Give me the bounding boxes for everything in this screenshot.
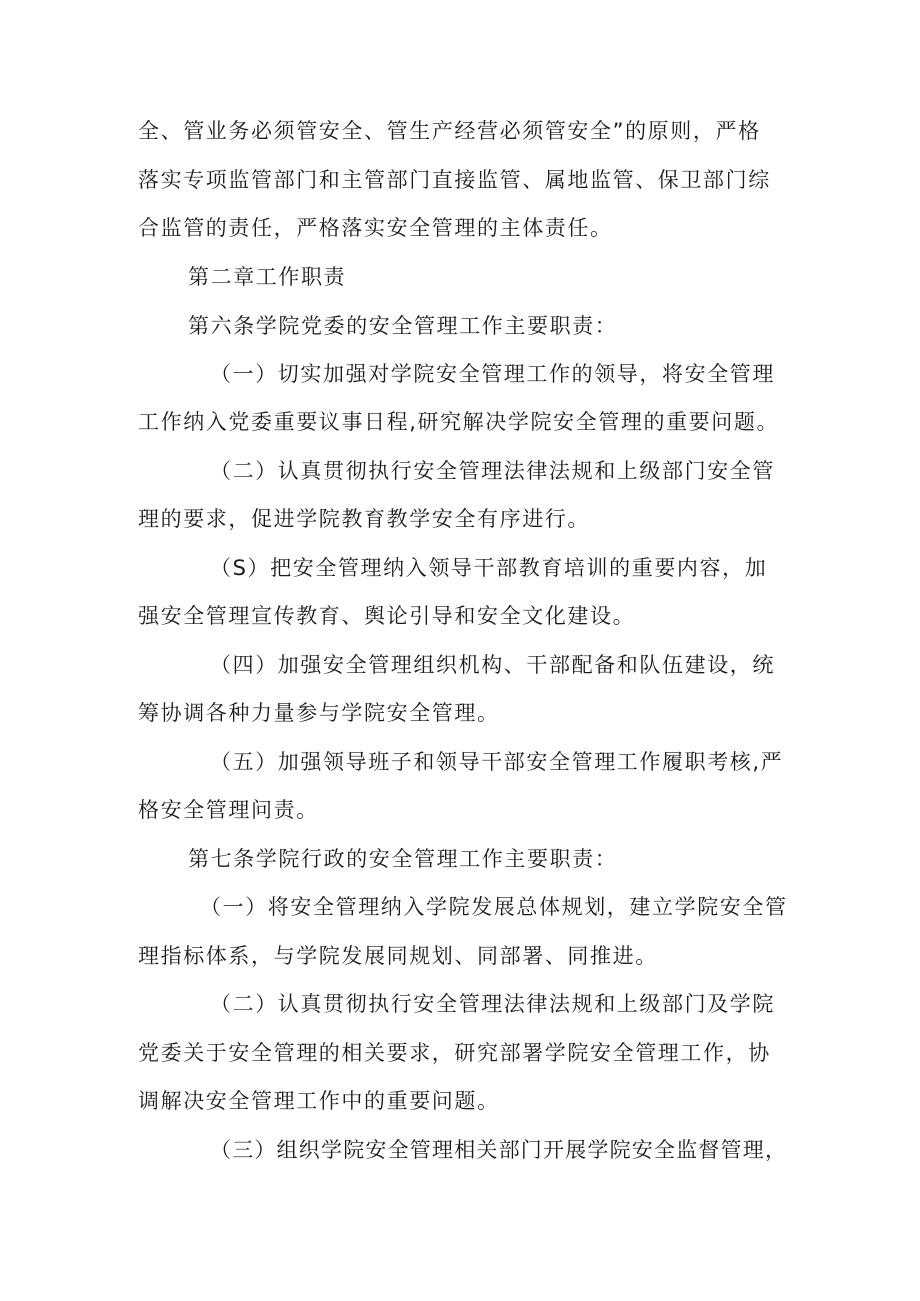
article-heading: 第六条学院党委的安全管理工作主要职责： xyxy=(188,314,618,338)
paragraph-line: 调解决安全管理工作中的重要问题。 xyxy=(138,1089,500,1113)
clause-line: （三）组织学院安全管理相关部门开展学院安全监督管理， xyxy=(210,1138,788,1162)
paragraph-line: 党委关于安全管理的相关要求，研究部署学院安全管理工作，协 xyxy=(138,1041,771,1065)
paragraph-line: 合监管的责任，严格落实安全管理的主体责任。 xyxy=(138,216,613,240)
clause-line: （一）切实加强对学院安全管理工作的领导，将安全管理 xyxy=(210,362,775,386)
paragraph-line: 工作纳入党委重要议事日程,研究解决学院安全管理的重要问题。 xyxy=(138,410,780,434)
paragraph-line: 理指标体系，与学院发展同规划、同部署、同推进。 xyxy=(138,944,658,968)
paragraph-line: 全、管业务必须管安全、管生产经营必须管安全”的原则，严格 xyxy=(138,119,761,143)
paragraph-line: 落实专项监管部门和主管部门直接监管、属地监管、保卫部门综 xyxy=(138,168,771,192)
clause-line: （二）认真贯彻执行安全管理法律法规和上级部门安全管 xyxy=(210,459,775,483)
chapter-heading: 第二章工作职责 xyxy=(188,265,347,289)
clause-line: （S）把安全管理纳入领导干部教育培训的重要内容，加 xyxy=(210,556,768,580)
clause-line: （二）认真贯彻执行安全管理法律法规和上级部门及学院 xyxy=(210,992,775,1016)
paragraph-line: 格安全管理问责。 xyxy=(138,798,319,822)
clause-line: （一）将安全管理纳入学院发展总体规划，建立学院安全管 xyxy=(200,895,788,919)
clause-line: （五）加强领导班子和领导干部安全管理工作履职考核,严 xyxy=(210,750,784,774)
article-heading: 第七条学院行政的安全管理工作主要职责： xyxy=(188,847,618,871)
paragraph-line: 筹协调各种力量参与学院安全管理。 xyxy=(138,701,500,725)
paragraph-line: 强安全管理宣传教育、舆论引导和安全文化建设。 xyxy=(138,604,636,628)
clause-line: （四）加强安全管理组织机构、干部配备和队伍建设，统 xyxy=(210,653,775,677)
paragraph-line: 理的要求，促进学院教育教学安全有序进行。 xyxy=(138,507,590,531)
